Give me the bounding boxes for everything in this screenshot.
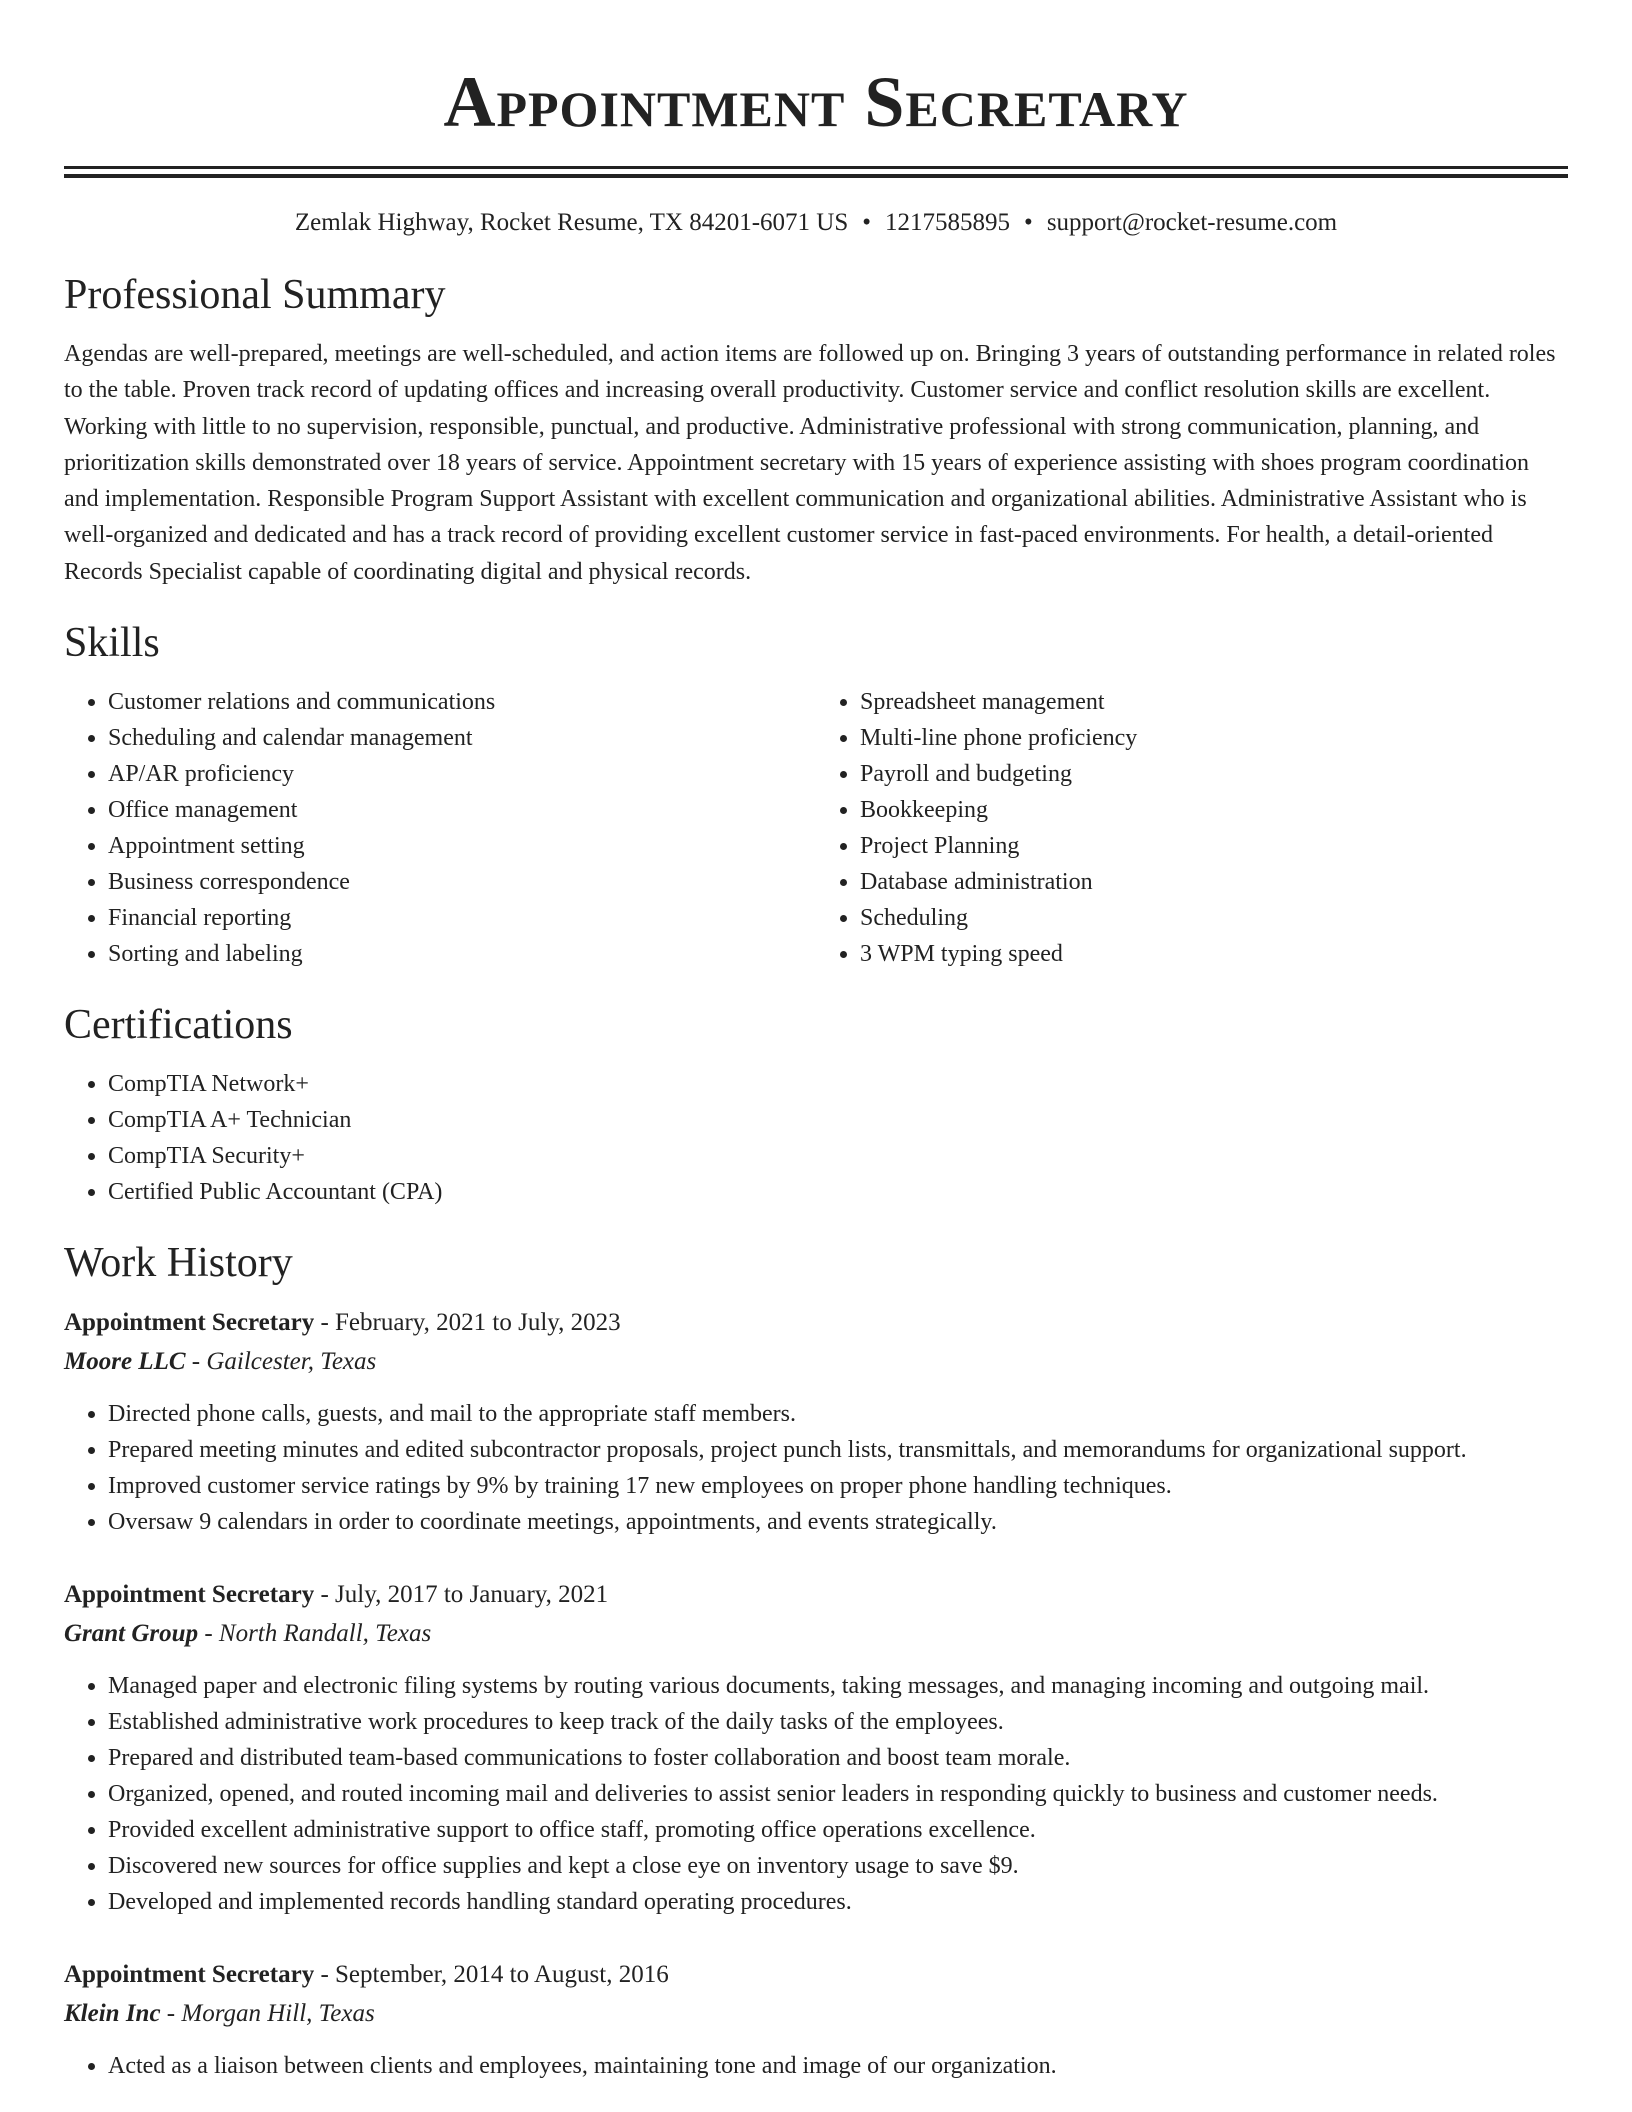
job-title: Appointment Secretary [64,1961,315,1989]
job-bullet: • Prepared meeting minutes and edited subcontractor proposals, project punch lists, transmittals, and memorandums for organizational support. [108,1432,1568,1468]
job-bullet: • Directed phone calls, guests, and mail to the appropriate staff members. [108,1396,1568,1432]
contact-email[interactable]: support@rocket-resume.com [1046,209,1338,236]
professional-summary-section [64,270,1568,590]
skill-item: • Spreadsheet management [860,684,1568,720]
job-company-line [64,1342,1568,1382]
job-bullet: • Managed paper and electronic filing systems by routing various documents, taking messages, and managing incoming and outgoing mail. [108,1668,1568,1704]
job-bullet: • Prepared and distributed team-based communications to foster collaboration and boost team morale. [108,1740,1568,1776]
job-entry [64,1304,1568,1540]
work-history-section [64,1238,1568,2084]
skill-item: • 3 WPM typing speed [860,936,1568,972]
job-dates: - February, 2021 to July, 2023 [314,1309,621,1337]
job-bullet: • Developed and implemented records handling standard operating procedures. [108,1884,1568,1920]
certification-item: • CompTIA Security+ [108,1138,1568,1174]
contact-address: Zemlak Highway, Rocket Resume, TX 84201-6071 US [294,209,849,236]
certifications-list [64,1066,1568,1210]
skills-columns [64,684,1568,972]
contact-separator: • [862,209,872,236]
job-company-line [64,1614,1568,1654]
certification-item: • Certified Public Accountant (CPA) [108,1174,1568,1210]
job-bullets [64,2048,1568,2084]
skill-item: • Financial reporting [108,900,816,936]
job-company: Moore LLC [64,1348,186,1376]
job-bullet: • Improved customer service ratings by 9% by training 17 new employees on proper phone handling techniques. [108,1468,1568,1504]
job-company: Grant Group [64,1620,199,1648]
resume-page [64,0,1568,2084]
section-heading: Skills [64,620,160,667]
job-company: Klein Inc [64,2000,161,2028]
skill-item: • Multi-line phone proficiency [860,720,1568,756]
certification-item: • CompTIA A+ Technician [108,1102,1568,1138]
job-bullet: • Discovered new sources for office supplies and kept a close eye on inventory usage to save $9. [108,1848,1568,1884]
job-bullet: • Established administrative work procedures to keep track of the daily tasks of the employees. [108,1704,1568,1740]
skills-list-left [64,684,816,972]
skill-item: • AP/AR proficiency [108,756,816,792]
section-heading: Work History [64,1240,293,1287]
skill-item: • Scheduling [860,900,1568,936]
job-bullets [64,1668,1568,1920]
contact-separator: • [1024,209,1033,236]
certifications-section [64,1000,1568,1210]
job-entry [64,1956,1568,2084]
skills-list-right [816,684,1568,972]
skills-section [64,618,1568,972]
skill-item: • Appointment setting [108,828,816,864]
job-company-line [64,1994,1568,2034]
skill-item: • Business correspondence [108,864,816,900]
job-bullets [64,1396,1568,1540]
skill-item: • Bookkeeping [860,792,1568,828]
skill-item: • Payroll and budgeting [860,756,1568,792]
job-bullet: • Provided excellent administrative support to office staff, promoting office operations excellence. [108,1812,1568,1848]
skill-item: • Scheduling and calendar management [108,720,816,756]
title-divider [64,166,1568,178]
section-heading: Professional Summary [64,272,446,318]
job-entry [64,1576,1568,1920]
summary-text: Agendas are well-prepared, meetings are well-scheduled, and action items are followed up on. Bringing 3 years of outstanding performance in related roles to the table. Proven track record of updating offices and increasing overall productivity. Customer service and conflict resolution skills are excellent. Working with little to no supervision, responsible, punctual, and productive. Administrative professional with strong communication, planning, and prioritization skills demonstrated over 18 years of service. Appointment secretary with 15 years of experience assisting with shoes program coordination and implementation. Responsible Program Support Assistant with excellent communication and organizational abilities. Administrative Assistant who is well-organized and dedicated and has a track record of providing excellent customer service in fast-paced environments. For health, a detail-oriented Records Specialist capable of coordinating digital and physical records. [64,341,1556,585]
job-location: - Gailcester, Texas [185,1348,377,1376]
skill-item: • Project Planning [860,828,1568,864]
job-bullet: • Acted as a liaison between clients and employees, maintaining tone and image of our organization. [108,2048,1568,2084]
job-dates: - July, 2017 to January, 2021 [314,1581,609,1609]
job-dates: - September, 2014 to August, 2016 [314,1961,669,1989]
job-location: - North Randall, Texas [198,1620,432,1648]
job-title-line [64,1576,1568,1614]
skill-item: • Customer relations and communications [108,684,816,720]
job-bullet: • Organized, opened, and routed incoming mail and deliveries to assist senior leaders in responding quickly to business and customer needs. [108,1776,1568,1812]
contact-line [64,206,1568,240]
skill-item: • Office management [108,792,816,828]
job-title: Appointment Secretary [64,1309,315,1337]
job-title-line [64,1304,1568,1342]
job-location: - Morgan Hill, Texas [160,2000,375,2028]
job-title: Appointment Secretary [64,1581,315,1609]
job-title-line [64,1956,1568,1994]
section-heading: Certifications [64,1002,293,1049]
skill-item: • Sorting and labeling [108,936,816,972]
job-bullet: • Oversaw 9 calendars in order to coordinate meetings, appointments, and events strategically. [108,1504,1568,1540]
contact-phone: 1217585895 [885,209,1011,236]
skill-item: • Database administration [860,864,1568,900]
resume-title: Appointment Secretary [443,62,1189,142]
certification-item: • CompTIA Network+ [108,1066,1568,1102]
